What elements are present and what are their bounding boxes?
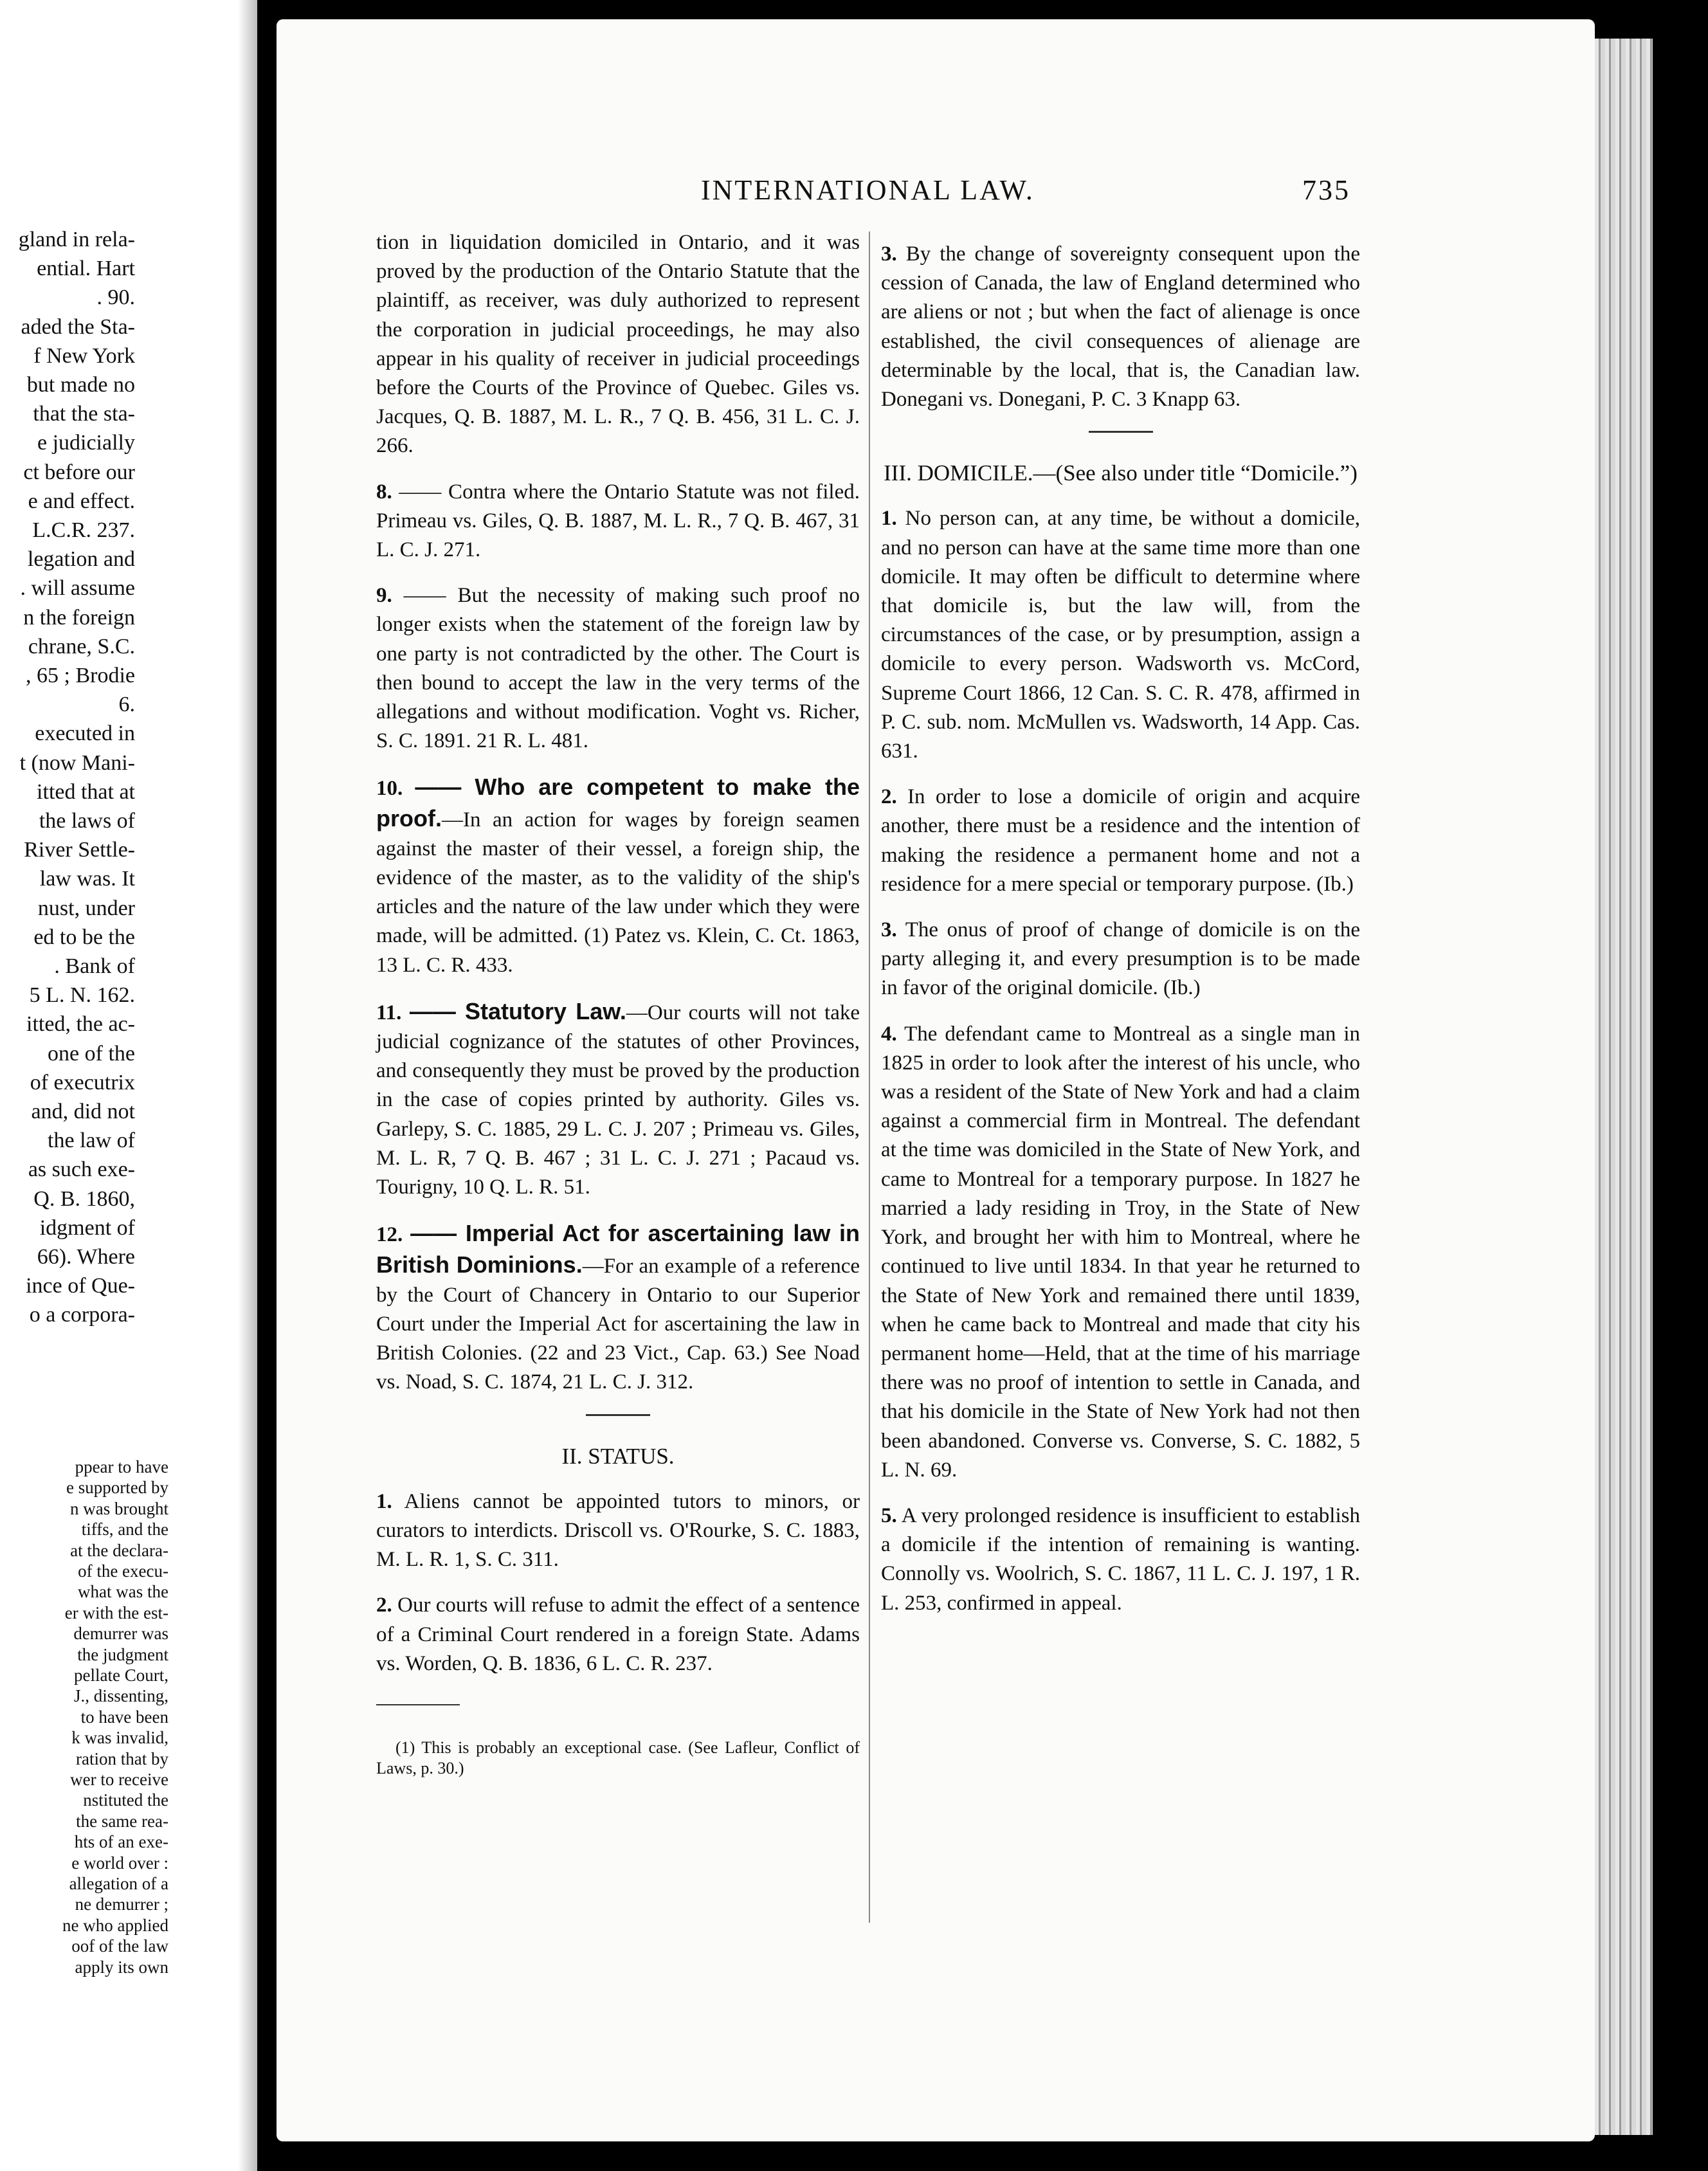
- left-page-line: but made no: [26, 373, 135, 397]
- left-page-line: gland in rela-: [18, 228, 135, 251]
- left-page-line: that the sta-: [33, 402, 135, 426]
- left-page-line: the same rea-: [76, 1811, 168, 1831]
- running-head: INTERNATIONAL LAW.: [701, 174, 1035, 206]
- left-page-line: 66). Where: [37, 1245, 135, 1269]
- paragraph-text: —For an example of a reference by the Court of Chancery in Ontario to our Superior Court under the Imperial Act for ascertaining the law in British Colonies. (22 and 23 Vict., Cap. 63.) See Noad vs. Noad, S. C. 1874, 21 L. C. J. 312.: [376, 1254, 860, 1394]
- page-stack-edge: [1595, 39, 1653, 2135]
- left-page-line: River Settle-: [24, 838, 135, 862]
- column-rule: [869, 232, 870, 1923]
- paragraph-9: [376, 581, 860, 756]
- left-page-line: oof of the law: [71, 1936, 168, 1956]
- left-page-line: legation and: [27, 547, 135, 572]
- left-page-line: ration that by: [76, 1749, 168, 1768]
- left-page-line: of the execu-: [78, 1561, 168, 1581]
- paragraph-12: [376, 1219, 860, 1397]
- paragraph-text: —— But the necessity of making such proof no longer exists when the statement of the foreign law by one party is not contradicted by the other. The Court is then bound to accept the law in the very terms of the allegations and without modification. Voght vs. Richer, S. C. 1891. 21 R. L. 481.: [376, 584, 860, 753]
- left-page-line: allegation of a: [69, 1874, 168, 1893]
- left-page-line: e world over :: [71, 1853, 168, 1873]
- left-page-line: law was. It: [39, 867, 135, 891]
- left-page-line: demurrer was: [73, 1624, 168, 1644]
- paragraph-text: —Our courts will not take judicial cognizance of the statutes of other Provinces, and consequently they must be proved by the production in the case of copies printed by authority. Giles vs. Garlepy, S. C. 1885, 29 L. C. J. 207 ; Primeau vs. Giles, M. L. R, 7 Q. B. 467 ; 31 L. C. J. 271 ; Pacaud vs. Tourigny, 10 Q. L. R. 51.: [376, 1001, 860, 1199]
- left-page-line: er with the est-: [64, 1603, 168, 1622]
- left-page-line: ince of Que-: [26, 1274, 135, 1298]
- left-page-line: Q. B. 1860,: [33, 1186, 135, 1211]
- left-page-line: n the foreign: [23, 605, 135, 630]
- left-page-line: ential. Hart: [37, 257, 135, 281]
- status-paragraph-1: [376, 1487, 860, 1575]
- paragraph-number: 11.: [376, 1001, 402, 1024]
- left-page-line: itted, the ac-: [26, 1012, 135, 1037]
- left-page-line: f New York: [33, 343, 135, 368]
- left-page-line: o a corpora-: [29, 1303, 135, 1327]
- paragraph-number: 12.: [376, 1223, 403, 1247]
- left-page-line: 6.: [118, 693, 135, 717]
- left-page-line: the laws of: [39, 809, 135, 833]
- paragraph-text: By the change of sovereignty consequent upon the cession of Canada, the law of England determined who are aliens or not ; but when the fact of alienage is once established, the civil consequences of alienage are determinable by the local, that is, the Canadian law. Donegani vs. Donegani, P. C. 3 Knapp 63.: [881, 242, 1360, 412]
- left-page-line: , 65 ; Brodie: [26, 664, 135, 687]
- left-page-line: ne who applied: [62, 1915, 168, 1935]
- paragraph-number: 8.: [376, 480, 392, 504]
- paragraph-number: 2.: [881, 785, 897, 809]
- left-page-line: the law of: [48, 1129, 135, 1153]
- left-page-line: chrane, S.C.: [28, 634, 135, 659]
- paragraph-lead: —— Who are competent to make the proof.: [376, 774, 860, 831]
- domicile-paragraph-4: [881, 1020, 1360, 1485]
- paragraph-continued: tion in liquidation domiciled in Ontario, and it was proved by the production of the Ontario Statute that the plaintiff, as receiver, was duly authorized to represent the corporation in judicial proceedings, he may also appear in his quality of receiver in judicial proceedings before the Courts of the Province of Quebec. Giles vs. Jacques, Q. B. 1887, M. L. R., 7 Q. B. 456, 31 L. C. J. 266.: [376, 231, 860, 458]
- paragraph-8: [376, 478, 860, 565]
- left-page-line: itted that at: [37, 779, 135, 804]
- paragraph-text: No person can, at any time, be without a domicile, and no person can have at the same time more than one domicile. It may often be difficult to determine where that domicile is, but the law will, from the circumstances of the case, or by presumption, assign a domicile to every person. Wadsworth vs. McCord, Supreme Court 1866, 12 Can. S. C. R. 478, affirmed in P. C. sub. nom. McMullen vs. Wadsworth, 14 App. Cas. 631.: [881, 507, 1360, 763]
- footnote: (1) This is probably an exceptional case. (See Lafleur, Conflict of Laws, p. 30.): [376, 1738, 860, 1777]
- left-page-line: e and effect.: [28, 489, 135, 513]
- paragraph-text: —In an action for wages by foreign seamen against the master of their vessel, a foreign ship, the evidence of the master, as to the validity of the ship's articles and the nature of the law under which they were made, will be admitted. (1) Patez vs. Klein, C. Ct. 1863, 13 L. C. R. 433.: [376, 808, 860, 977]
- left-page-line: 5 L. N. 162.: [29, 983, 135, 1008]
- left-page-line: ne demurrer ;: [75, 1894, 168, 1914]
- column-left: [376, 228, 860, 1779]
- paragraph-text: In order to lose a domicile of origin and acquire another, there must be a residence and the intention of making the residence a permanent home and not a residence for a mere special or temporary purpose. (Ib.): [881, 785, 1360, 896]
- left-page-line: apply its own: [75, 1957, 168, 1977]
- left-page-line: . will assume: [20, 576, 135, 601]
- paragraph-text: Our courts will refuse to admit the effect of a sentence of a Criminal Court rendered in a foreign State. Adams vs. Worden, Q. B. 1836, 6 L. C. R. 237.: [376, 1594, 860, 1675]
- paragraph-lead: —— Statutory Law.: [409, 997, 626, 1024]
- paragraph-11: [376, 997, 860, 1202]
- paragraph-number: 10.: [376, 777, 403, 801]
- left-page-line: nstituted the: [83, 1790, 168, 1810]
- paragraph-text: The defendant came to Montreal as a single man in 1825 in order to look after the interest of his uncle, who was a resident of the State of New York and had a claim against a commercial firm in Montreal. The defendant at the time was domiciled in the State of New York, and came to Montreal for a temporary purpose. In 1827 he married a lady residing in Troy, in the State of New York, and brought her with him to Montreal, where he continued to live until 1834. In that year he returned to the State of New York and remained there until 1839, when he came back to Montreal and made that city his permanent home—Held, that at the time of his marriage there was no proof of intention to settle in Canada, and that his domicile in the State of New York had not then been abandoned. Converse vs. Converse, S. C. 1882, 5 L. N. 69.: [881, 1022, 1361, 1482]
- left-page-line: hts of an exe-: [74, 1832, 168, 1852]
- domicile-paragraph-2: [881, 783, 1360, 899]
- left-page-line: ed to be the: [33, 925, 135, 949]
- left-page-line: to have been: [80, 1707, 168, 1727]
- section-divider: [586, 1414, 650, 1416]
- left-page-line: executed in: [35, 722, 135, 746]
- paragraph-text: The onus of proof of change of domicile is on the party alleging it, and every presumption is to be made in favor of the original domicile. (Ib.): [881, 918, 1360, 1000]
- page-gutter-shadow: [238, 0, 257, 2171]
- left-page-line: one of the: [48, 1041, 135, 1066]
- section-heading-domicile: III. DOMICILE.—(See also under title “Domicile.”): [884, 460, 1358, 486]
- left-page: [0, 0, 257, 2171]
- paragraph-number: 3.: [881, 242, 897, 266]
- left-page-line: the judgment: [77, 1644, 168, 1664]
- paragraph-number: 2.: [376, 1594, 392, 1617]
- left-page-line: e supported by: [66, 1478, 168, 1498]
- column-right: [881, 240, 1360, 1635]
- left-page-line: pellate Court,: [74, 1666, 168, 1685]
- paragraph-text: —— Contra where the Ontario Statute was not filed. Primeau vs. Giles, Q. B. 1887, M. L. R., 7 Q. B. 467, 31 L. C. J. 271.: [376, 480, 860, 562]
- paragraph-number: 5.: [881, 1503, 897, 1527]
- left-page-line: and, did not: [31, 1100, 135, 1123]
- left-page-line: J., dissenting,: [73, 1686, 168, 1706]
- paragraph-text: A very prolonged residence is insufficient to establish a domicile if the intention of remaining is wanting. Connolly vs. Woolrich, S. C. 1867, 11 L. C. J. 197, 1 R. L. 253, confirmed in appeal.: [881, 1503, 1360, 1615]
- section-divider: [1089, 431, 1153, 433]
- paragraph-lead: —— Imperial Act for ascertaining law in British Dominions.: [376, 1220, 860, 1278]
- left-page-line: what was the: [78, 1582, 168, 1602]
- left-page-line: . 90.: [96, 286, 135, 310]
- domicile-paragraph-5: [881, 1502, 1360, 1618]
- paragraph-number: 9.: [376, 584, 392, 608]
- left-page-line: ppear to have: [75, 1457, 168, 1476]
- left-page-line: e judicially: [37, 431, 135, 455]
- left-page-line: n was brought: [70, 1498, 168, 1518]
- paragraph-text: Aliens cannot be appointed tutors to minors, or curators to interdicts. Driscoll vs. O'Rourke, S. C. 1883, M. L. R. 1, S. C. 311.: [376, 1489, 860, 1572]
- status-paragraph-2: [376, 1591, 860, 1678]
- left-page-line: aded the Sta-: [21, 314, 135, 339]
- left-page-line: L.C.R. 237.: [32, 518, 135, 542]
- left-page-line: as such exe-: [28, 1158, 135, 1182]
- left-page-line: idgment of: [39, 1215, 135, 1240]
- paragraph-10: [376, 772, 860, 979]
- page-number: 735: [1302, 174, 1350, 206]
- left-page-line: wer to receive: [70, 1770, 168, 1789]
- domicile-paragraph-1: [881, 504, 1360, 766]
- left-page-line: at the declara-: [70, 1540, 168, 1560]
- paragraph-number: 3.: [881, 918, 897, 942]
- left-page-line: . Bank of: [54, 954, 135, 978]
- left-page-line: nust, under: [37, 896, 135, 920]
- domicile-paragraph-3: [881, 916, 1360, 1003]
- status-paragraph-3: [881, 240, 1360, 414]
- left-page-line: ct before our: [23, 460, 135, 484]
- paragraph-number: 1.: [881, 507, 897, 531]
- left-page-line: k was invalid,: [71, 1728, 168, 1748]
- left-page-line: tiffs, and the: [81, 1520, 168, 1540]
- left-page-line: t (now Mani-: [19, 750, 135, 775]
- left-page-line: of executrix: [30, 1070, 135, 1095]
- paragraph-number: 4.: [881, 1022, 897, 1046]
- paragraph-number: 1.: [376, 1489, 392, 1513]
- footnote-rule: [376, 1704, 460, 1705]
- section-heading-status: II. STATUS.: [561, 1443, 675, 1469]
